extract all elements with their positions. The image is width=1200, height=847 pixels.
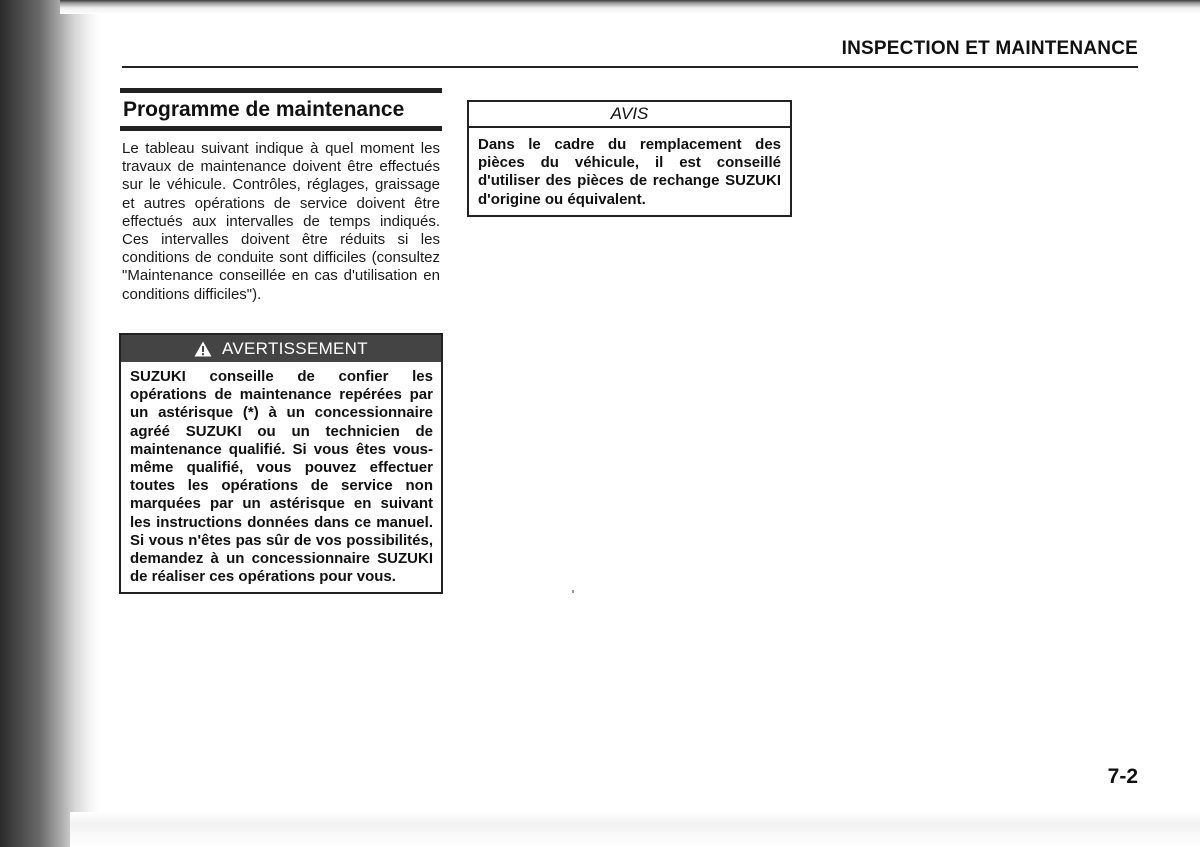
warning-body: SUZUKI conseille de confier les opérations de maintenance repérées par un astérisque (*) à un concessionnaire agréé SUZUKI ou un technicien de maintenance qualifié. Si vous êtes vous-même qualifié, vous pouvez effectuer toutes les opérations de service non marquées par un astérisque en suivant les instructions données dans ce manuel. Si vous n'êtes pas sûr de vos possibilités, demandez à un concessionnaire SUZUKI de réaliser ces opérations pour vous. xyxy=(130,368,433,586)
page-edge-shadow xyxy=(0,0,100,847)
notice-box xyxy=(467,100,792,217)
scan-speck xyxy=(572,590,574,593)
notice-title: AVIS xyxy=(469,102,790,128)
warning-triangle-icon xyxy=(194,341,212,357)
chapter-title: INSPECTION ET MAINTENANCE xyxy=(841,38,1138,59)
warning-title: AVERTISSEMENT xyxy=(222,338,368,358)
notice-body: Dans le cadre du remplacement des pièces du véhicule, il est conseillé d'utiliser des pièces de rechange SUZUKI d'origine ou équivalent. xyxy=(478,136,781,208)
warning-header xyxy=(121,335,441,362)
page-edge-bottom-shadow xyxy=(70,812,1200,847)
heading-bar-bottom xyxy=(120,126,442,131)
heading-bar-top xyxy=(120,88,442,93)
intro-paragraph: Le tableau suivant indique à quel moment les travaux de maintenance doivent être effectués sur le véhicule. Contrôles, réglages, graissage et autres opérations de service doivent être effectués aux intervalles de temps indiqués. Ces intervalles doivent être réduits si les conditions de conduite sont difficiles (consultez "Maintenance conseillée en cas d'utilisation en conditions difficiles"). xyxy=(122,140,440,303)
warning-box xyxy=(119,333,443,594)
page-number: 7-2 xyxy=(1107,765,1138,788)
section-heading-block xyxy=(120,88,442,131)
section-heading: Programme de maintenance xyxy=(123,98,405,121)
page-edge-top-shadow xyxy=(60,0,1200,14)
header-rule xyxy=(122,66,1138,68)
